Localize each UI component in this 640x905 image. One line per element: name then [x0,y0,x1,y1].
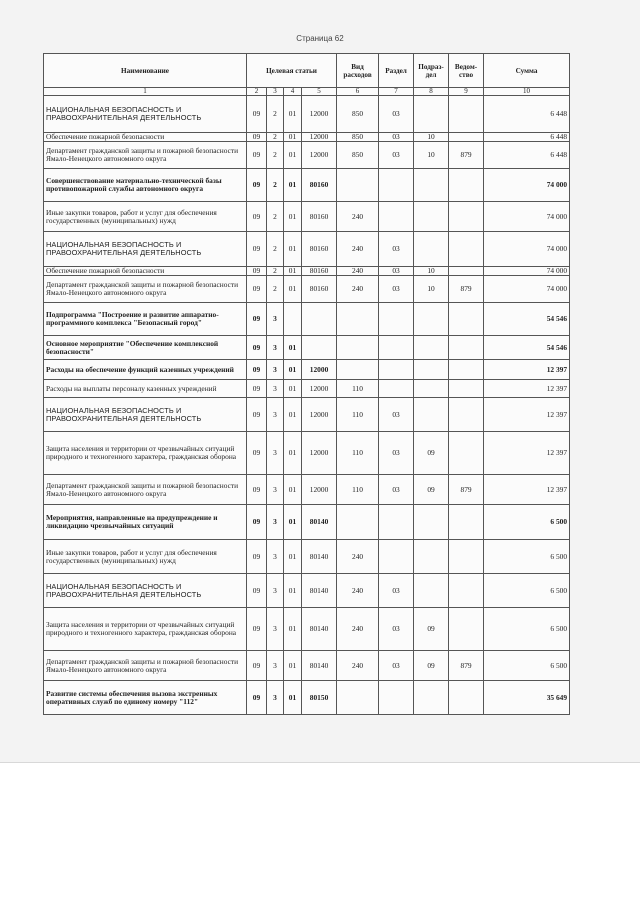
col-number: 5 [302,88,337,96]
section: 03 [379,398,414,432]
row-name: НАЦИОНАЛЬНАЯ БЕЗОПАСНОСТЬ И ПРАВООХРАНИТЕЛЬНАЯ ДЕЯТЕЛЬНОСТЬ [44,398,247,432]
target-code-3: 01 [284,505,302,540]
target-code-2: 2 [267,96,284,133]
target-code-1: 09 [247,232,267,267]
target-code-4: 12000 [302,380,337,398]
header-vedomstvo: Ведом-ство [449,54,484,88]
target-code-3: 01 [284,398,302,432]
expense-type: 240 [337,202,379,232]
target-code-3: 01 [284,360,302,380]
amount: 74 000 [484,202,570,232]
amount: 6 500 [484,540,570,574]
target-code-3: 01 [284,169,302,202]
table-row [44,380,570,398]
row-name: Иные закупки товаров, работ и услуг для обеспечения государственных (муниципальных) нужд [44,540,247,574]
col-number: 4 [284,88,302,96]
row-name: Департамент гражданской защиты и пожарной безопасности Ямало-Ненецкого автономного округа [44,475,247,505]
section: 03 [379,608,414,651]
section [379,202,414,232]
target-code-4: 80160 [302,169,337,202]
expense-type: 110 [337,432,379,475]
target-code-1: 09 [247,303,267,336]
target-code-1: 09 [247,169,267,202]
target-code-2: 3 [267,360,284,380]
subsection: 09 [414,475,449,505]
department [449,232,484,267]
target-code-1: 09 [247,202,267,232]
amount: 74 000 [484,267,570,276]
table-row [44,608,570,651]
target-code-4: 80160 [302,232,337,267]
target-code-3: 01 [284,202,302,232]
row-name: Иные закупки товаров, работ и услуг для обеспечения государственных (муниципальных) нужд [44,202,247,232]
row-name: НАЦИОНАЛЬНАЯ БЕЗОПАСНОСТЬ И ПРАВООХРАНИТЕЛЬНАЯ ДЕЯТЕЛЬНОСТЬ [44,96,247,133]
table-row [44,574,570,608]
department [449,380,484,398]
table-row [44,96,570,133]
expense-type: 240 [337,267,379,276]
header-summa: Сумма [484,54,570,88]
target-code-2: 2 [267,276,284,303]
target-code-4: 12000 [302,142,337,169]
subsection [414,96,449,133]
subsection [414,574,449,608]
target-code-4 [302,303,337,336]
target-code-3: 01 [284,651,302,681]
amount: 12 397 [484,360,570,380]
subsection: 10 [414,133,449,142]
expense-type: 110 [337,398,379,432]
target-code-2: 2 [267,169,284,202]
target-code-4: 80140 [302,651,337,681]
expense-type: 240 [337,540,379,574]
header-row [44,54,570,88]
expense-type: 240 [337,574,379,608]
target-code-3 [284,303,302,336]
subsection [414,540,449,574]
table-row [44,505,570,540]
section [379,380,414,398]
target-code-2: 3 [267,681,284,715]
table-row [44,202,570,232]
subsection [414,380,449,398]
department [449,540,484,574]
subsection: 10 [414,267,449,276]
expense-type [337,303,379,336]
target-code-4: 12000 [302,96,337,133]
col-number: 2 [247,88,267,96]
amount: 12 397 [484,398,570,432]
col-number: 1 [44,88,247,96]
target-code-4: 80160 [302,276,337,303]
row-name: Защита населения и территории от чрезвычайных ситуаций природного и техногенного характера, гражданская оборона [44,608,247,651]
target-code-1: 09 [247,681,267,715]
target-code-2: 2 [267,202,284,232]
table-body [44,96,570,715]
section: 03 [379,96,414,133]
col-number: 9 [449,88,484,96]
target-code-2: 3 [267,540,284,574]
target-code-2: 3 [267,505,284,540]
subsection [414,360,449,380]
target-code-2: 3 [267,303,284,336]
target-code-4: 80140 [302,540,337,574]
target-code-2: 2 [267,232,284,267]
table-row [44,133,570,142]
subsection: 09 [414,651,449,681]
subsection [414,169,449,202]
amount: 74 000 [484,232,570,267]
target-code-4: 12000 [302,475,337,505]
target-code-4 [302,336,337,360]
col-number: 6 [337,88,379,96]
subsection [414,303,449,336]
amount: 6 500 [484,651,570,681]
col-number: 3 [267,88,284,96]
amount: 6 448 [484,142,570,169]
amount: 54 546 [484,303,570,336]
section [379,505,414,540]
target-code-2: 3 [267,432,284,475]
table-row [44,276,570,303]
header-vid: Вид расходов [337,54,379,88]
section: 03 [379,432,414,475]
target-code-3: 01 [284,336,302,360]
amount: 6 500 [484,505,570,540]
target-code-2: 3 [267,608,284,651]
amount: 12 397 [484,380,570,398]
subsection: 10 [414,142,449,169]
row-name: Департамент гражданской защиты и пожарной безопасности Ямало-Ненецкого автономного округа [44,651,247,681]
amount: 54 546 [484,336,570,360]
expense-type [337,360,379,380]
department: 879 [449,475,484,505]
table-row [44,398,570,432]
target-code-4: 80160 [302,267,337,276]
section: 03 [379,133,414,142]
table-row [44,267,570,276]
target-code-4: 12000 [302,432,337,475]
target-code-3: 01 [284,142,302,169]
target-code-2: 3 [267,398,284,432]
target-code-3: 01 [284,475,302,505]
subsection [414,202,449,232]
target-code-4: 12000 [302,398,337,432]
row-name: НАЦИОНАЛЬНАЯ БЕЗОПАСНОСТЬ И ПРАВООХРАНИТЕЛЬНАЯ ДЕЯТЕЛЬНОСТЬ [44,232,247,267]
department [449,360,484,380]
target-code-3: 01 [284,96,302,133]
section [379,360,414,380]
target-code-3: 01 [284,380,302,398]
target-code-4: 80160 [302,202,337,232]
target-code-1: 09 [247,380,267,398]
subsection [414,505,449,540]
header-name: Наименование [44,54,247,88]
target-code-1: 09 [247,398,267,432]
subsection [414,232,449,267]
amount: 6 500 [484,608,570,651]
subsection [414,681,449,715]
table-row [44,681,570,715]
expense-type: 110 [337,475,379,505]
subsection [414,336,449,360]
target-code-1: 09 [247,574,267,608]
row-name: Департамент гражданской защиты и пожарной безопасности Ямало-Ненецкого автономного округа [44,142,247,169]
target-code-4: 80150 [302,681,337,715]
target-code-1: 09 [247,276,267,303]
section [379,540,414,574]
amount: 35 649 [484,681,570,715]
col-number: 8 [414,88,449,96]
target-code-2: 3 [267,651,284,681]
target-code-2: 3 [267,380,284,398]
target-code-1: 09 [247,336,267,360]
target-code-3: 01 [284,540,302,574]
expense-type [337,681,379,715]
row-name: Расходы на обеспечение функций казенных учреждений [44,360,247,380]
header-razdel: Раздел [379,54,414,88]
department [449,681,484,715]
amount: 12 397 [484,475,570,505]
expense-type: 850 [337,133,379,142]
department [449,505,484,540]
header-podrazdel: Подраз-дел [414,54,449,88]
department [449,169,484,202]
target-code-1: 09 [247,267,267,276]
table-row [44,651,570,681]
target-code-1: 09 [247,608,267,651]
target-code-2: 3 [267,574,284,608]
section: 03 [379,276,414,303]
target-code-4: 12000 [302,360,337,380]
department [449,303,484,336]
department [449,96,484,133]
target-code-1: 09 [247,505,267,540]
row-name: Основное мероприятие "Обеспечение комплексной безопасности" [44,336,247,360]
section: 03 [379,574,414,608]
column-number-row [44,88,570,96]
target-code-3: 01 [284,133,302,142]
row-name: Расходы на выплаты персоналу казенных учреждений [44,380,247,398]
amount: 6 500 [484,574,570,608]
row-name: Подпрограмма "Построение и развитие аппаратно-программного комплекса "Безопасный город" [44,303,247,336]
amount: 12 397 [484,432,570,475]
department: 879 [449,276,484,303]
target-code-4: 80140 [302,574,337,608]
target-code-4: 12000 [302,133,337,142]
row-name: Обеспечение пожарной безопасности [44,267,247,276]
amount: 6 448 [484,133,570,142]
expense-type: 850 [337,96,379,133]
department [449,574,484,608]
target-code-3: 01 [284,267,302,276]
col-number: 7 [379,88,414,96]
target-code-2: 2 [267,133,284,142]
table-row [44,232,570,267]
table-row [44,540,570,574]
department [449,608,484,651]
section: 03 [379,475,414,505]
table-row [44,432,570,475]
expense-type [337,505,379,540]
amount: 6 448 [484,96,570,133]
target-code-3: 01 [284,608,302,651]
target-code-3: 01 [284,276,302,303]
section [379,169,414,202]
section [379,681,414,715]
section [379,303,414,336]
target-code-3: 01 [284,432,302,475]
section: 03 [379,267,414,276]
col-number: 10 [484,88,570,96]
target-code-2: 2 [267,142,284,169]
table-row [44,336,570,360]
table-row [44,169,570,202]
expense-type: 240 [337,651,379,681]
amount: 74 000 [484,169,570,202]
row-name: НАЦИОНАЛЬНАЯ БЕЗОПАСНОСТЬ И ПРАВООХРАНИТЕЛЬНАЯ ДЕЯТЕЛЬНОСТЬ [44,574,247,608]
target-code-1: 09 [247,96,267,133]
row-name: Развитие системы обеспечения вызова экстренных оперативных служб по единому номеру "112" [44,681,247,715]
department [449,267,484,276]
target-code-4: 80140 [302,505,337,540]
department [449,202,484,232]
subsection: 09 [414,608,449,651]
table-row [44,142,570,169]
department [449,398,484,432]
table-row [44,360,570,380]
target-code-1: 09 [247,133,267,142]
department [449,336,484,360]
row-name: Мероприятия, направленные на предупреждение и ликвидацию чрезвычайных ситуаций [44,505,247,540]
expense-type [337,169,379,202]
section: 03 [379,651,414,681]
section: 03 [379,142,414,169]
page-label: Страница 62 [296,34,344,43]
target-code-4: 80140 [302,608,337,651]
row-name: Обеспечение пожарной безопасности [44,133,247,142]
target-code-1: 09 [247,540,267,574]
target-code-1: 09 [247,142,267,169]
expense-type: 240 [337,608,379,651]
department: 879 [449,651,484,681]
department [449,133,484,142]
target-code-2: 2 [267,267,284,276]
target-code-1: 09 [247,432,267,475]
target-code-2: 3 [267,336,284,360]
row-name: Совершенствование материально-технической базы противопожарной службы автономного округа [44,169,247,202]
target-code-1: 09 [247,360,267,380]
department: 879 [449,142,484,169]
expense-type: 850 [337,142,379,169]
budget-table [43,53,570,715]
target-code-1: 09 [247,475,267,505]
target-code-2: 3 [267,475,284,505]
header-target: Целевая статьи [247,54,337,88]
target-code-3: 01 [284,574,302,608]
row-name: Защита населения и территории от чрезвычайных ситуаций природного и техногенного характера, гражданская оборона [44,432,247,475]
expense-type: 240 [337,232,379,267]
subsection: 09 [414,432,449,475]
target-code-3: 01 [284,232,302,267]
target-code-1: 09 [247,651,267,681]
expense-type: 110 [337,380,379,398]
table-row [44,475,570,505]
table-row [44,303,570,336]
amount: 74 000 [484,276,570,303]
section [379,336,414,360]
section: 03 [379,232,414,267]
target-code-3: 01 [284,681,302,715]
subsection [414,398,449,432]
department [449,432,484,475]
expense-type [337,336,379,360]
row-name: Департамент гражданской защиты и пожарной безопасности Ямало-Ненецкого автономного округа [44,276,247,303]
expense-type: 240 [337,276,379,303]
subsection: 10 [414,276,449,303]
